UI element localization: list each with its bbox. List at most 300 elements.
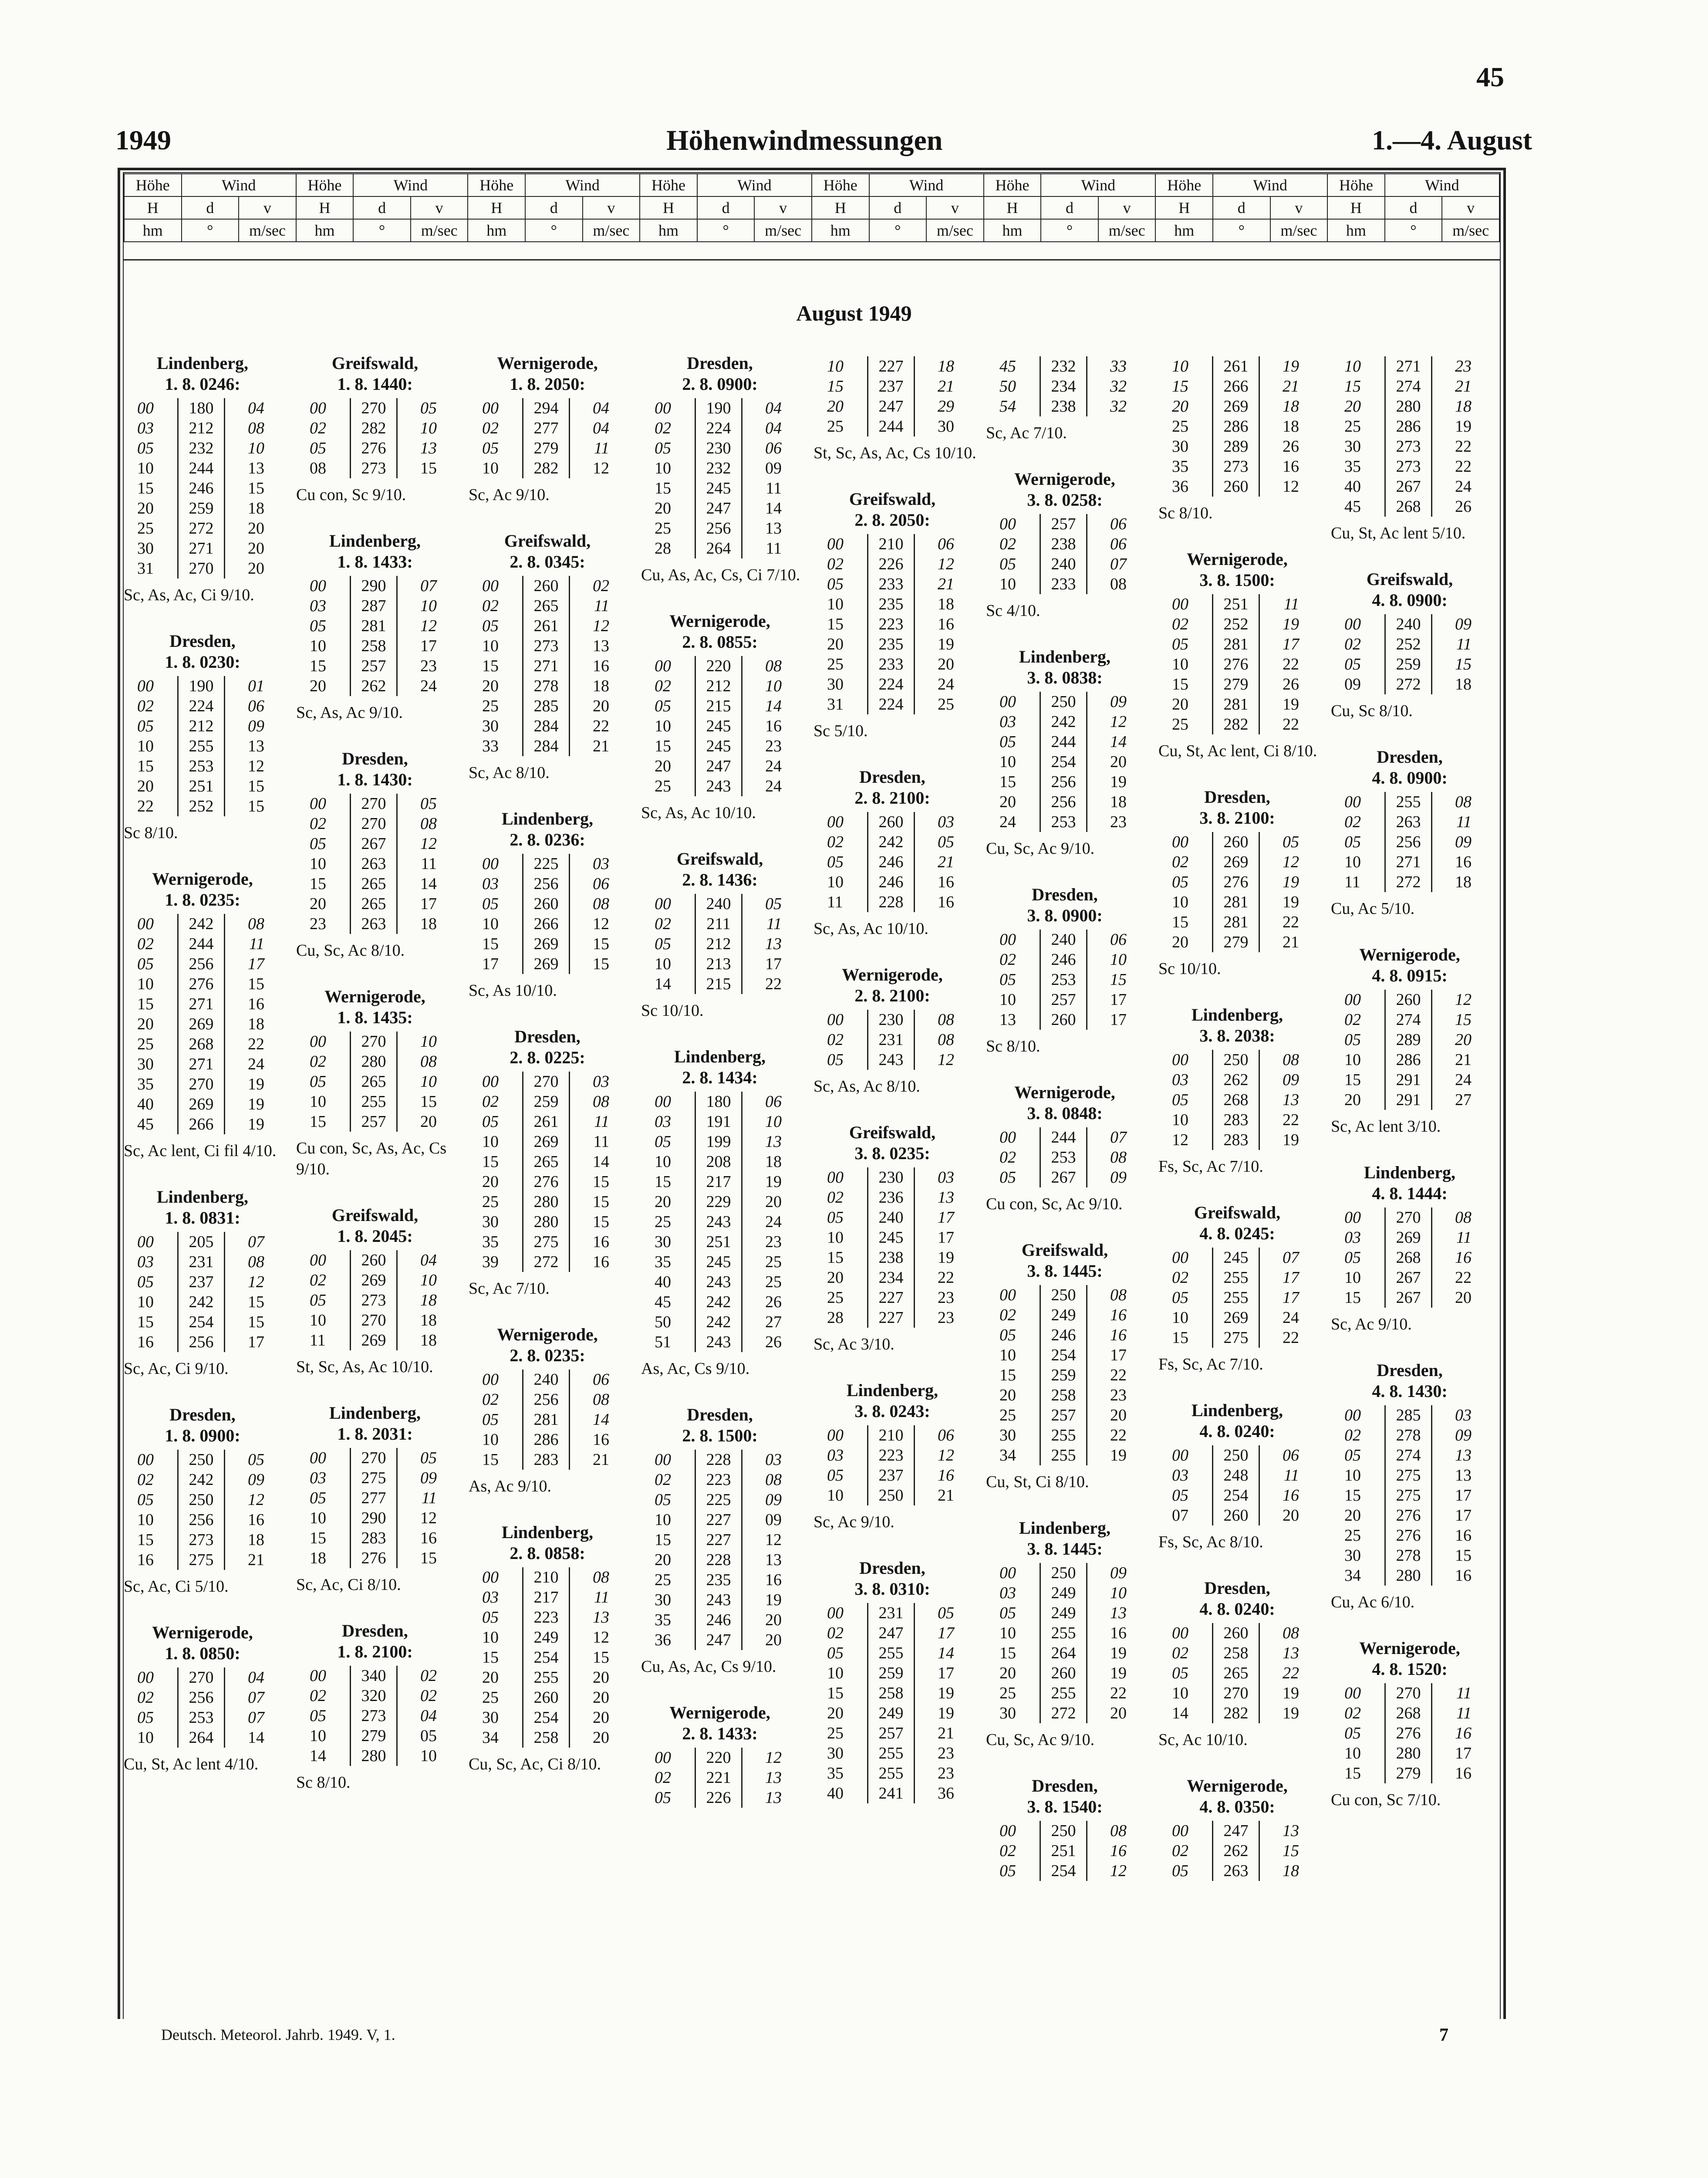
table-row bbox=[999, 1325, 1130, 1345]
direction-cell: 253 bbox=[1040, 1147, 1087, 1167]
height-cell: 25 bbox=[999, 1406, 1016, 1424]
speed-cell: 18 bbox=[248, 499, 264, 517]
wind-rows bbox=[310, 576, 440, 696]
direction-cell: 260 bbox=[522, 1688, 570, 1708]
height-cell: 00 bbox=[1344, 615, 1361, 633]
table-row bbox=[137, 1272, 268, 1292]
speed-cell: 21 bbox=[248, 1551, 264, 1569]
direction-cell: 237 bbox=[177, 1272, 225, 1292]
direction-cell: 271 bbox=[522, 656, 570, 676]
table-row bbox=[999, 356, 1130, 376]
table-row bbox=[482, 458, 613, 478]
speed-cell: 19 bbox=[938, 1704, 954, 1722]
direction-cell: 289 bbox=[1212, 436, 1260, 457]
height-cell: 05 bbox=[482, 1410, 499, 1429]
direction-cell: 270 bbox=[350, 1310, 398, 1330]
speed-cell: 21 bbox=[938, 377, 954, 396]
table-row bbox=[1172, 396, 1303, 416]
speed-cell: 11 bbox=[1283, 1466, 1299, 1485]
table-row bbox=[999, 1147, 1130, 1167]
height-cell: 05 bbox=[1344, 1446, 1361, 1464]
height-cell: 10 bbox=[827, 1228, 844, 1247]
speed-cell: 10 bbox=[420, 1072, 437, 1091]
station-name: Lindenberg, bbox=[156, 1187, 249, 1207]
observation-time: 1. 8. 2031: bbox=[337, 1424, 413, 1444]
height-cell: 10 bbox=[137, 737, 154, 755]
height-cell: 00 bbox=[999, 515, 1016, 533]
speed-cell: 20 bbox=[1110, 753, 1127, 771]
speed-cell: 04 bbox=[420, 1251, 437, 1269]
speed-cell: 20 bbox=[248, 559, 264, 578]
header-d: d bbox=[869, 196, 927, 219]
table-row bbox=[827, 1248, 958, 1268]
table-row bbox=[999, 1683, 1130, 1703]
height-cell: 22 bbox=[137, 797, 154, 815]
header-unit-hm: hm bbox=[124, 219, 182, 242]
height-cell: 20 bbox=[1344, 1506, 1361, 1525]
header-h: H bbox=[124, 196, 182, 219]
direction-cell: 269 bbox=[522, 934, 570, 954]
table-row bbox=[827, 1763, 958, 1783]
height-cell: 15 bbox=[1344, 1486, 1361, 1505]
direction-cell: 242 bbox=[177, 914, 225, 934]
direction-cell: 262 bbox=[1212, 1841, 1260, 1861]
speed-cell: 16 bbox=[1110, 1842, 1127, 1860]
speed-cell: 16 bbox=[938, 873, 954, 891]
header-v: v bbox=[1270, 196, 1328, 219]
header-unit-deg: ° bbox=[525, 219, 583, 242]
direction-cell: 270 bbox=[177, 1667, 225, 1688]
height-cell: 20 bbox=[1172, 933, 1188, 951]
height-cell: 05 bbox=[999, 1326, 1016, 1344]
height-cell: 11 bbox=[310, 1331, 326, 1349]
table-row bbox=[655, 1450, 785, 1470]
height-cell: 10 bbox=[1344, 1268, 1361, 1287]
observation-time: 1. 8. 2050: bbox=[510, 374, 585, 394]
speed-cell: 17 bbox=[420, 895, 437, 913]
direction-cell: 276 bbox=[177, 974, 225, 994]
direction-cell: 255 bbox=[1212, 1288, 1260, 1308]
height-cell: 25 bbox=[137, 1035, 154, 1053]
wind-rows bbox=[999, 692, 1130, 832]
speed-cell: 22 bbox=[1283, 655, 1299, 673]
direction-cell: 227 bbox=[867, 1288, 915, 1308]
table-row bbox=[655, 398, 785, 418]
speed-cell: 19 bbox=[1110, 1446, 1127, 1464]
table-row bbox=[1172, 376, 1303, 396]
height-cell: 25 bbox=[1344, 417, 1361, 436]
direction-cell: 259 bbox=[522, 1092, 570, 1112]
speed-cell: 02 bbox=[593, 577, 609, 595]
height-cell: 03 bbox=[999, 713, 1016, 731]
direction-cell: 276 bbox=[1384, 1723, 1432, 1743]
table-row bbox=[827, 614, 958, 634]
station-block bbox=[635, 1404, 805, 1677]
station-name: Wernigerode, bbox=[669, 611, 770, 631]
speed-cell: 15 bbox=[1455, 1011, 1472, 1029]
table-row bbox=[310, 1686, 440, 1706]
direction-cell: 250 bbox=[1040, 1285, 1087, 1305]
wind-rows bbox=[999, 1563, 1130, 1723]
table-row bbox=[655, 1630, 785, 1650]
table-row bbox=[310, 1706, 440, 1726]
speed-cell: 06 bbox=[1110, 515, 1127, 533]
height-cell: 10 bbox=[999, 575, 1016, 593]
table-row bbox=[137, 676, 268, 696]
wind-rows bbox=[655, 894, 785, 994]
observation-time: 1. 8. 1430: bbox=[337, 770, 413, 789]
direction-cell: 244 bbox=[177, 934, 225, 954]
table-row bbox=[655, 498, 785, 518]
height-cell: 10 bbox=[1344, 853, 1361, 871]
station-block bbox=[1325, 1638, 1495, 1810]
height-cell: 10 bbox=[1172, 893, 1188, 911]
height-cell: 15 bbox=[310, 1113, 326, 1131]
speed-cell: 17 bbox=[1455, 1744, 1472, 1762]
observation-time: 1. 8. 1433: bbox=[337, 552, 413, 572]
height-cell: 02 bbox=[999, 1148, 1016, 1167]
table-row bbox=[999, 990, 1130, 1010]
table-row bbox=[482, 874, 613, 894]
direction-cell: 246 bbox=[867, 852, 915, 872]
height-cell: 24 bbox=[999, 813, 1016, 831]
direction-cell: 238 bbox=[867, 1248, 915, 1268]
speed-cell: 15 bbox=[420, 1092, 437, 1111]
speed-cell: 03 bbox=[593, 855, 609, 873]
direction-cell: 289 bbox=[1384, 1030, 1432, 1050]
speed-cell: 18 bbox=[420, 1311, 437, 1329]
speed-cell: 11 bbox=[421, 1489, 437, 1507]
table-row bbox=[137, 1470, 268, 1490]
observation-time: 1. 8. 2045: bbox=[337, 1226, 413, 1246]
wind-rows bbox=[827, 1167, 958, 1328]
table-row bbox=[137, 558, 268, 578]
direction-cell: 270 bbox=[177, 558, 225, 578]
table-row bbox=[310, 1528, 440, 1548]
cloud-observation: Fs, Sc, Ac 7/10. bbox=[1158, 1157, 1263, 1176]
table-row bbox=[1344, 852, 1475, 872]
direction-cell: 256 bbox=[1040, 772, 1087, 792]
height-cell: 15 bbox=[1172, 1329, 1188, 1347]
direction-cell: 281 bbox=[1212, 892, 1260, 912]
table-row bbox=[827, 1030, 958, 1050]
station-name: Wernigerode, bbox=[1359, 945, 1460, 964]
speed-cell: 07 bbox=[248, 1708, 264, 1727]
height-cell: 15 bbox=[827, 377, 844, 396]
height-cell: 05 bbox=[655, 697, 671, 715]
header-unit-deg: ° bbox=[1385, 219, 1442, 242]
direction-cell: 270 bbox=[522, 1072, 570, 1092]
table-row bbox=[1172, 1465, 1303, 1485]
speed-cell: 04 bbox=[765, 399, 782, 417]
direction-cell: 227 bbox=[867, 356, 915, 376]
footer-citation: Deutsch. Meteorol. Jahrb. 1949. V, 1. bbox=[161, 2026, 395, 2043]
table-row bbox=[827, 1050, 958, 1070]
height-cell: 10 bbox=[1172, 357, 1188, 375]
station-block bbox=[462, 1324, 632, 1497]
cloud-observation: Sc 8/10. bbox=[986, 1037, 1040, 1055]
speed-cell: 21 bbox=[938, 1486, 954, 1505]
table-row bbox=[655, 518, 785, 538]
height-cell: 00 bbox=[137, 1668, 154, 1687]
table-row bbox=[1344, 1525, 1475, 1546]
height-cell: 03 bbox=[1172, 1071, 1188, 1089]
station-block bbox=[807, 964, 977, 1097]
station-name: Greifswald, bbox=[331, 1205, 419, 1225]
direction-cell: 280 bbox=[522, 1212, 570, 1232]
direction-cell: 273 bbox=[1384, 436, 1432, 457]
speed-cell: 16 bbox=[1455, 1526, 1472, 1545]
table-row bbox=[827, 812, 958, 832]
height-cell: 05 bbox=[655, 439, 671, 457]
table-row bbox=[310, 1488, 440, 1508]
cloud-observation: Sc, Ac 10/10. bbox=[1158, 1731, 1248, 1749]
observation-time: 1. 8. 0831: bbox=[165, 1208, 240, 1228]
height-cell: 07 bbox=[1172, 1506, 1188, 1525]
speed-cell: 17 bbox=[1110, 1346, 1127, 1364]
speed-cell: 11 bbox=[766, 915, 782, 933]
table-row bbox=[1344, 1228, 1475, 1248]
speed-cell: 13 bbox=[938, 1188, 954, 1207]
speed-cell: 18 bbox=[248, 1015, 264, 1033]
cloud-observation: Sc, As, Ac 8/10. bbox=[813, 1077, 920, 1096]
station-block bbox=[807, 489, 977, 741]
speed-cell: 13 bbox=[1283, 1091, 1299, 1109]
direction-cell: 247 bbox=[695, 1630, 743, 1650]
height-cell: 05 bbox=[1172, 1289, 1188, 1307]
cloud-observation: Sc, Ac, Ci 5/10. bbox=[124, 1577, 229, 1596]
direction-cell: 281 bbox=[350, 616, 398, 636]
station-name: Greifswald, bbox=[1021, 1240, 1108, 1260]
direction-cell: 251 bbox=[1212, 594, 1260, 614]
table-row bbox=[999, 1305, 1130, 1325]
wind-rows bbox=[482, 1072, 613, 1272]
speed-cell: 08 bbox=[938, 1031, 954, 1049]
speed-cell: 26 bbox=[1283, 675, 1299, 693]
speed-cell: 08 bbox=[593, 1092, 609, 1111]
speed-cell: 18 bbox=[938, 595, 954, 613]
height-cell: 00 bbox=[1172, 1822, 1188, 1840]
height-cell: 10 bbox=[310, 1509, 326, 1527]
direction-cell: 268 bbox=[1384, 497, 1432, 517]
speed-cell: 07 bbox=[420, 577, 437, 595]
height-cell: 30 bbox=[1344, 1546, 1361, 1565]
station-name: Lindenberg, bbox=[156, 353, 249, 373]
height-cell: 10 bbox=[655, 1511, 671, 1529]
direction-cell: 233 bbox=[1040, 574, 1087, 594]
speed-cell: 08 bbox=[1110, 575, 1127, 593]
table-row bbox=[1344, 1505, 1475, 1525]
table-row bbox=[482, 418, 613, 438]
speed-cell: 18 bbox=[765, 1153, 782, 1171]
direction-cell: 245 bbox=[695, 716, 743, 736]
direction-cell: 258 bbox=[1212, 1643, 1260, 1663]
direction-cell: 243 bbox=[695, 1272, 743, 1292]
cloud-observation: Sc 8/10. bbox=[1158, 504, 1213, 522]
height-cell: 30 bbox=[827, 675, 844, 693]
table-row bbox=[482, 1587, 613, 1607]
header-h: H bbox=[984, 196, 1041, 219]
speed-cell: 17 bbox=[938, 1664, 954, 1682]
height-cell: 30 bbox=[655, 1591, 671, 1609]
table-row bbox=[827, 1465, 958, 1485]
height-cell: 00 bbox=[310, 1449, 326, 1467]
observation-time: 4. 8. 0900: bbox=[1372, 590, 1448, 610]
height-cell: 05 bbox=[1344, 655, 1361, 673]
wind-rows bbox=[482, 576, 613, 756]
direction-cell: 262 bbox=[1212, 1070, 1260, 1090]
speed-cell: 22 bbox=[593, 717, 609, 735]
direction-cell: 261 bbox=[522, 616, 570, 636]
height-cell: 00 bbox=[137, 399, 154, 417]
station-block bbox=[118, 1622, 287, 1775]
table-row bbox=[827, 1268, 958, 1288]
header-v: v bbox=[583, 196, 640, 219]
height-cell: 20 bbox=[1344, 397, 1361, 416]
speed-cell: 19 bbox=[1283, 893, 1299, 911]
table-row bbox=[655, 736, 785, 756]
table-row bbox=[1172, 932, 1303, 952]
height-cell: 02 bbox=[999, 1842, 1016, 1860]
station-name: Dresden, bbox=[859, 767, 925, 787]
direction-cell: 272 bbox=[177, 518, 225, 538]
height-cell: 30 bbox=[482, 1213, 499, 1231]
height-cell: 05 bbox=[827, 575, 844, 593]
speed-cell: 15 bbox=[593, 955, 609, 973]
cloud-observation: Sc, Ac 9/10. bbox=[469, 486, 550, 504]
table-row bbox=[1344, 674, 1475, 694]
direction-cell: 246 bbox=[1040, 950, 1087, 970]
speed-cell: 20 bbox=[248, 519, 264, 538]
table-row bbox=[1344, 356, 1475, 376]
speed-cell: 08 bbox=[593, 895, 609, 913]
wind-rows bbox=[1172, 1248, 1303, 1348]
speed-cell: 06 bbox=[1110, 930, 1127, 949]
speed-cell: 14 bbox=[938, 1644, 954, 1662]
direction-cell: 238 bbox=[1040, 396, 1087, 416]
station-name: Dresden, bbox=[342, 1621, 408, 1640]
cloud-observation: Cu, Sc, Ac 9/10. bbox=[986, 839, 1095, 858]
direction-cell: 233 bbox=[867, 654, 915, 674]
cloud-observation: Cu, St, Ac lent 4/10. bbox=[124, 1755, 259, 1773]
direction-cell: 267 bbox=[1384, 1268, 1432, 1288]
direction-cell: 275 bbox=[177, 1550, 225, 1570]
direction-cell: 232 bbox=[695, 458, 743, 478]
table-row bbox=[310, 1310, 440, 1330]
speed-cell: 12 bbox=[420, 835, 437, 853]
speed-cell: 19 bbox=[1110, 1644, 1127, 1662]
speed-cell: 23 bbox=[938, 1289, 954, 1307]
height-cell: 35 bbox=[655, 1611, 671, 1629]
table-row bbox=[137, 418, 268, 438]
height-cell: 02 bbox=[310, 1687, 326, 1705]
table-row bbox=[655, 1610, 785, 1630]
direction-cell: 284 bbox=[522, 736, 570, 756]
station-block bbox=[807, 767, 977, 939]
height-cell: 00 bbox=[1344, 991, 1361, 1009]
height-cell: 20 bbox=[1172, 397, 1188, 416]
table-row bbox=[999, 1821, 1130, 1841]
height-cell: 10 bbox=[999, 1624, 1016, 1642]
height-cell: 02 bbox=[482, 1390, 499, 1409]
speed-cell: 20 bbox=[1455, 1031, 1472, 1049]
speed-cell: 19 bbox=[1283, 1684, 1299, 1702]
station-block bbox=[462, 808, 632, 1001]
speed-cell: 15 bbox=[248, 777, 264, 795]
station-block bbox=[980, 1240, 1150, 1492]
height-cell: 02 bbox=[999, 535, 1016, 553]
table-row bbox=[482, 1688, 613, 1708]
observation-time: 2. 8. 0225: bbox=[510, 1048, 585, 1067]
speed-cell: 21 bbox=[1283, 933, 1299, 951]
table-row bbox=[1344, 1546, 1475, 1566]
height-cell: 05 bbox=[137, 1708, 154, 1727]
direction-cell: 271 bbox=[177, 1054, 225, 1074]
header-h: H bbox=[468, 196, 525, 219]
height-cell: 05 bbox=[999, 1862, 1016, 1880]
height-cell: 00 bbox=[1172, 1446, 1188, 1464]
direction-cell: 240 bbox=[1384, 614, 1432, 634]
station-name: Wernigerode, bbox=[1014, 469, 1115, 489]
speed-cell: 18 bbox=[1283, 397, 1299, 416]
direction-cell: 227 bbox=[695, 1530, 743, 1550]
table-row bbox=[482, 1092, 613, 1112]
observation-time: 3. 8. 1500: bbox=[1199, 570, 1275, 590]
station-block bbox=[980, 1776, 1150, 1881]
table-row bbox=[310, 1092, 440, 1112]
data-column bbox=[1325, 353, 1495, 1836]
cloud-observation: Sc, Ac 9/10. bbox=[813, 1513, 895, 1531]
table-row bbox=[999, 574, 1130, 594]
speed-cell: 16 bbox=[420, 1529, 437, 1547]
height-cell: 15 bbox=[827, 615, 844, 633]
height-cell: 05 bbox=[137, 439, 154, 457]
table-row bbox=[1172, 1288, 1303, 1308]
header-d: d bbox=[1041, 196, 1098, 219]
speed-cell: 22 bbox=[938, 1268, 954, 1287]
speed-cell: 12 bbox=[1110, 1862, 1127, 1880]
header-d: d bbox=[1385, 196, 1442, 219]
speed-cell: 12 bbox=[1283, 853, 1299, 871]
height-cell: 02 bbox=[655, 1769, 671, 1787]
table-row bbox=[1344, 396, 1475, 416]
observation-time: 3. 8. 0235: bbox=[854, 1143, 930, 1163]
page-number: 45 bbox=[1476, 61, 1504, 92]
table-row bbox=[999, 1603, 1130, 1623]
height-cell: 15 bbox=[482, 1451, 499, 1469]
direction-cell: 280 bbox=[522, 1192, 570, 1212]
station-name: Wernigerode, bbox=[1187, 1776, 1288, 1796]
table-row bbox=[137, 1530, 268, 1550]
speed-cell: 24 bbox=[765, 757, 782, 775]
speed-cell: 12 bbox=[248, 1491, 264, 1509]
direction-cell: 268 bbox=[1384, 1703, 1432, 1723]
table-row bbox=[137, 498, 268, 518]
height-cell: 02 bbox=[1172, 1842, 1188, 1860]
height-cell: 14 bbox=[310, 1747, 326, 1765]
station-block bbox=[1152, 549, 1322, 761]
height-cell: 20 bbox=[1172, 695, 1188, 714]
speed-cell: 20 bbox=[1283, 1506, 1299, 1525]
cloud-observation: Cu, Sc, Ac, Ci 8/10. bbox=[469, 1755, 601, 1773]
speed-cell: 19 bbox=[248, 1075, 264, 1093]
height-cell: 00 bbox=[827, 1604, 844, 1622]
height-cell: 00 bbox=[1344, 1208, 1361, 1227]
station-name: Lindenberg, bbox=[1191, 1400, 1283, 1420]
table-row bbox=[655, 776, 785, 796]
observation-time: 3. 8. 1445: bbox=[1027, 1261, 1103, 1281]
direction-cell: 255 bbox=[1040, 1683, 1087, 1703]
